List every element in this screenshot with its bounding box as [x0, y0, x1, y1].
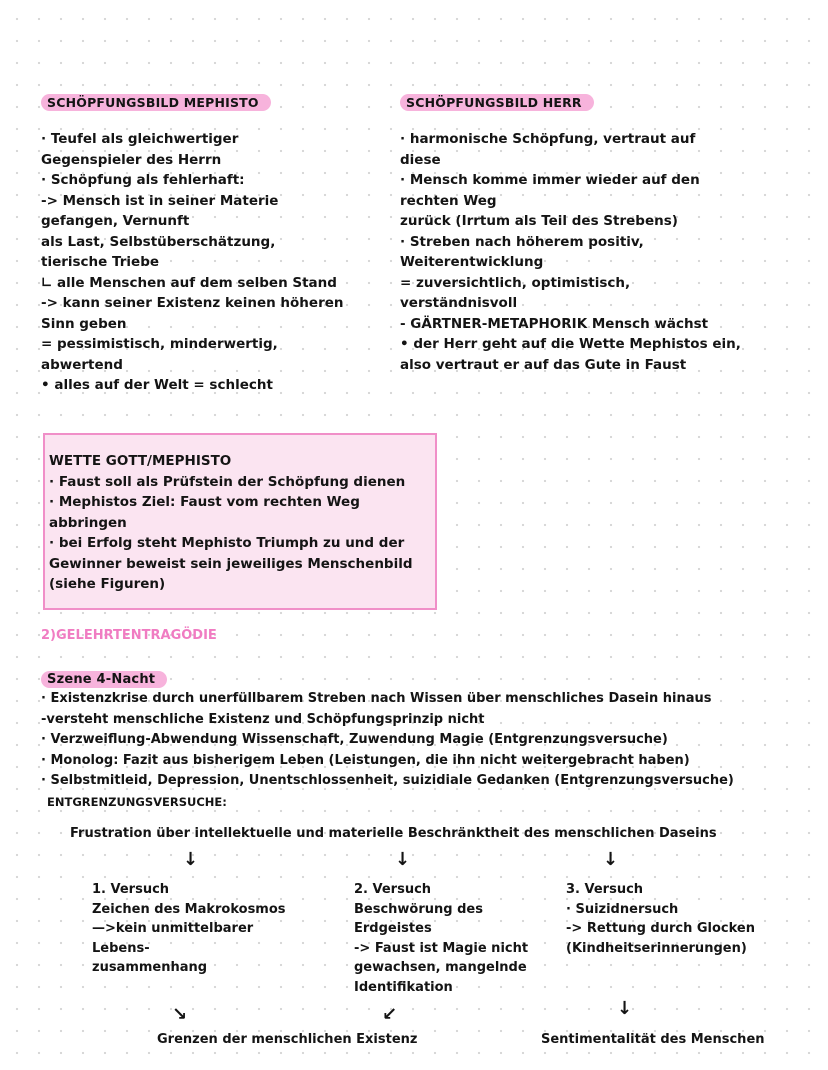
- list-item: · Teufel als gleichwertiger: [41, 131, 239, 147]
- wette-box: [43, 433, 437, 610]
- szene-heading: Szene 4-Nacht: [41, 671, 167, 688]
- versuch-1: [92, 880, 286, 978]
- list-item: · Mensch komme immer wieder auf den: [400, 172, 700, 188]
- list-item: abwertend: [41, 356, 123, 373]
- list-item: -> kann seiner Existenz keinen höheren: [41, 295, 344, 311]
- arrow-down-icon: ↓: [603, 849, 619, 870]
- list-item: · Verzweiflung-Abwendung Wissenschaft, Zuwendung Magie (Entgrenzungsversuche): [41, 732, 668, 747]
- list-item: tierische Triebe: [41, 254, 160, 270]
- list-item: als Last, Selbstüberschätzung,: [41, 233, 276, 250]
- list-item: · Schöpfung als fehlerhaft:: [41, 172, 245, 188]
- arrow-down-icon: ↓: [617, 998, 633, 1019]
- herr-heading: SCHÖPFUNGSBILD HERR: [400, 94, 594, 111]
- list-item: 1. Versuch: [92, 882, 170, 897]
- versuch-3: [566, 880, 755, 958]
- entgrenzung-subheading: ENTGRENZUNGSVERSUCHE:: [47, 794, 227, 809]
- list-item: -> Faust ist Magie nicht: [354, 940, 529, 956]
- list-item: = pessimistisch, minderwertig,: [41, 336, 278, 352]
- list-item: Beschwörung des: [354, 901, 483, 917]
- list-item: Lebens-: [92, 940, 150, 956]
- list-item: 2. Versuch: [354, 882, 432, 897]
- list-item: also vertraut er auf das Gute in Faust: [400, 356, 687, 373]
- list-item: diese: [400, 151, 441, 168]
- szene-section: [41, 668, 734, 812]
- list-item: Identifikation: [354, 979, 453, 995]
- herr-lines: [400, 129, 741, 375]
- list-item: —>kein unmittelbarer: [92, 921, 254, 936]
- list-item: gewachsen, mangelnde: [354, 960, 527, 975]
- list-item: · Faust soll als Prüfstein der Schöpfung dienen: [49, 473, 406, 490]
- diagram-top: Frustration über intellektuelle und materielle Beschränktheit des menschlichen Daseins: [70, 826, 717, 841]
- list-item: ∟ alle Menschen auf dem selben Stand: [41, 274, 337, 291]
- list-item: abbringen: [49, 514, 127, 531]
- list-item: Weiterentwicklung: [400, 254, 544, 270]
- mephisto-lines: [41, 129, 344, 396]
- arrow-down-right-icon: ↘: [172, 1004, 188, 1025]
- list-item: verständnisvoll: [400, 295, 518, 311]
- list-item: · harmonische Schöpfung, vertraut auf: [400, 131, 696, 147]
- list-item: · Monolog: Fazit aus bisherigem Leben (Leistungen, die ihn nicht weitergebracht haben): [41, 752, 690, 768]
- list-item: Zeichen des Makrokosmos: [92, 901, 286, 917]
- mephisto-section: [41, 92, 344, 396]
- wette-heading: WETTE GOTT/MEPHISTO: [49, 453, 232, 469]
- mephisto-heading: SCHÖPFUNGSBILD MEPHISTO: [41, 94, 271, 111]
- list-item: gefangen, Vernunft: [41, 213, 190, 229]
- herr-section: [400, 92, 741, 375]
- arrow-down-icon: ↓: [183, 849, 199, 870]
- list-item: Gegenspieler des Herrn: [41, 151, 222, 168]
- list-item: · Suizidnersuch: [566, 901, 679, 917]
- list-item: -> Mensch ist in seiner Materie: [41, 192, 279, 209]
- list-item: · Mephistos Ziel: Faust vom rechten Weg: [49, 494, 360, 510]
- result-right: Sentimentalität des Menschen: [541, 1032, 765, 1047]
- list-item: 3. Versuch: [566, 882, 644, 897]
- section-heading: 2)GELEHRTENTRAGÖDIE: [41, 628, 217, 643]
- list-item: Sinn geben: [41, 315, 127, 332]
- list-item: -> Rettung durch Glocken: [566, 921, 756, 936]
- list-item: Gewinner beweist sein jeweiliges Menschenbild: [49, 555, 413, 572]
- arrow-down-icon: ↓: [395, 849, 411, 870]
- versuch-2: [354, 880, 528, 997]
- list-item: (siehe Figuren): [49, 576, 166, 592]
- list-item: • alles auf der Welt = schlecht: [41, 377, 273, 393]
- list-item: (Kindheitserinnerungen): [566, 940, 747, 956]
- list-item: -versteht menschliche Existenz und Schöpfungsprinzip nicht: [41, 711, 485, 727]
- list-item: • der Herr geht auf die Wette Mephistos ein,: [400, 336, 741, 352]
- arrow-down-left-icon: ↙: [382, 1004, 398, 1025]
- list-item: = zuversichtlich, optimistisch,: [400, 274, 631, 291]
- szene-lines: [41, 689, 734, 812]
- list-item: zurück (Irrtum als Teil des Strebens): [400, 213, 678, 229]
- list-item: Erdgeistes: [354, 921, 432, 936]
- list-item: · bei Erfolg steht Mephisto Triumph zu und der: [49, 535, 405, 551]
- list-item: · Existenzkrise durch unerfüllbarem Streben nach Wissen über menschliches Dasein hinaus: [41, 691, 712, 706]
- list-item: · Streben nach höherem positiv,: [400, 233, 644, 250]
- list-item: rechten Weg: [400, 192, 497, 209]
- list-item: - GÄRTNER-METAPHORIK Mensch wächst: [400, 315, 709, 332]
- list-item: zusammenhang: [92, 960, 208, 975]
- result-left: Grenzen der menschlichen Existenz: [157, 1032, 418, 1047]
- list-item: · Selbstmitleid, Depression, Unentschlossenheit, suizidiale Gedanken (Entgrenzungsversuche): [41, 773, 734, 788]
